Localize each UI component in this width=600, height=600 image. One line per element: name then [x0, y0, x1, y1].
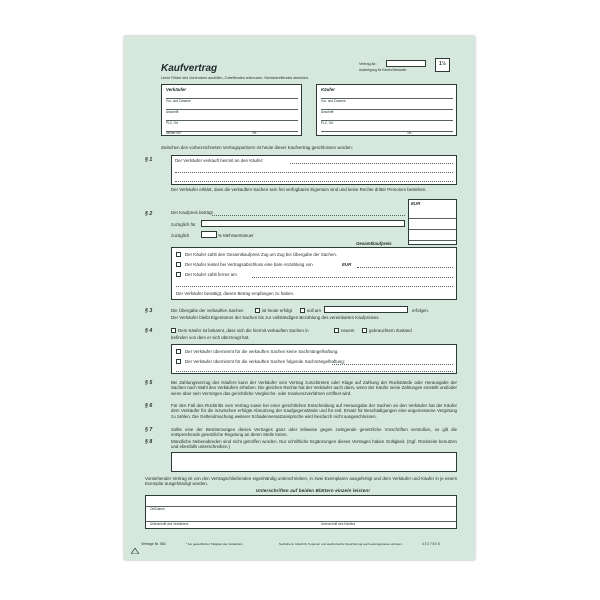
seller-address-label: Anschrift — [166, 110, 179, 114]
s2-price-label: Der Kaufpreis beträgt — [171, 210, 213, 215]
s4-new-checkbox[interactable] — [334, 328, 339, 333]
s3-number: § 3 — [145, 308, 153, 314]
s2-currency: EUR — [411, 201, 421, 206]
signature-line[interactable] — [146, 521, 456, 522]
s2-opt3-text: Der Käufer zahlt ferner am — [185, 272, 237, 277]
s2-payment-box — [171, 247, 457, 300]
seller-address-line[interactable] — [166, 109, 298, 110]
buyer-signature-label: Unterschrift des Käufers — [321, 522, 356, 526]
s1-text: Der Verkäufer verkauft hiermit an den Käufer: — [175, 158, 264, 163]
s1-dotline-1 — [290, 163, 453, 164]
s4-used-checkbox[interactable] — [362, 328, 367, 333]
s2-opt2-checkbox[interactable] — [176, 262, 181, 267]
footer-code: 4 3 0 7 8 0 8 — [422, 542, 440, 546]
buyer-heading: Käufer — [321, 87, 335, 92]
footer-form-no: Vertrage Nr. 584 — [141, 542, 166, 546]
place-date-label: Ort/Datum — [150, 507, 165, 511]
s3-today-checkbox[interactable] — [255, 308, 260, 313]
s5-number: § 5 — [145, 380, 153, 386]
s4-warranty-box — [171, 344, 457, 374]
s4-opt1-text: Der Verkäufer übernimmt für die verkauften Sachen keine Sachmängelhaftung. — [185, 349, 339, 354]
s2-amount-box[interactable] — [408, 199, 457, 245]
s8-number: § 8 — [145, 439, 153, 445]
contract-no-label: Vertrag-Nr.: — [359, 62, 378, 66]
s7-number: § 7 — [145, 427, 153, 433]
contract-no-field[interactable] — [386, 60, 426, 67]
buyer-phone-label: Tel.: — [407, 131, 413, 135]
s4-text-a: Dem Käufer ist bekannt, dass sich die hiermit verkauften Sachen in — [178, 328, 309, 333]
seller-phone-label: Tel.: — [252, 131, 258, 135]
contract-form-sheet — [124, 36, 475, 560]
s2-opt3-dots-2 — [176, 286, 453, 287]
buyer-box — [316, 84, 457, 136]
s1-item-box[interactable] — [171, 155, 457, 185]
s2-opt2-text: Der Käufer leistet bei Vertragsabschluss eine bare Anzahlung von — [185, 262, 313, 267]
instructions: Leere Felder des Vordruckes ausfüllen, Zutreffendes ankreuzen. Nichtzutreffendes streichen. — [161, 76, 309, 80]
s2-receipt-text: Der Verkäufer bestätigt, diesen Betrag empfangen zu haben. — [176, 291, 295, 296]
seller-signature-label: Unterschrift des Verkäufers — [150, 522, 189, 526]
s3-text-a: Die Übergabe der verkauften Sachen — [171, 308, 244, 313]
s4-number: § 4 — [145, 328, 153, 334]
buyer-address-label: Anschrift — [321, 110, 334, 114]
seller-city-line[interactable] — [166, 120, 298, 121]
s3-text-d: erfolgen. — [412, 308, 430, 313]
s3-text-b: ist heute erfolgt — [262, 308, 293, 313]
s3-text-e: Der Verkäufer bleibt Eigentümer der Sachen bis zur vollständigen Bezahlung des vereinbarten Kaufpreises. — [171, 315, 380, 320]
s2-opt2-dots — [357, 267, 453, 268]
seller-name-label: Vor- und Zuname — [166, 99, 191, 103]
s4-opt2-dots-2 — [176, 371, 453, 372]
s6-text: Für den Fall des Rücktritts vom Vertrag sowie bei einer gerichtlichen Entscheidung auf Herausgabe der Sachen an den Verkäufer hat der Käufer dem Verkäufer für die inzwischen erfolgte Abnutzung der Kaufgegenstände und für evtl. Ersatz für Beschädigungen eine angemessene Vergütung zu zahlen. Die Geltendmachung weiterer Schadensersatzansprüche wird hierdurch nicht ausgeschlossen. — [171, 403, 457, 419]
s4-opt2-dots — [332, 364, 453, 365]
s2-plus-for-field[interactable] — [201, 220, 405, 227]
buyer-city-label: PLZ, Ort — [321, 121, 334, 125]
s4-opt1-checkbox[interactable] — [176, 349, 181, 354]
s2-vat-field[interactable] — [201, 231, 217, 238]
s2-amount-line-2 — [409, 229, 456, 230]
s2-vat-label: % Mehrwertsteuer — [218, 233, 254, 238]
s2-opt3-checkbox[interactable] — [176, 272, 181, 277]
closing-text: Vorstehender Vertrag ist von den Vertragschließenden eigenhändig unterschrieben, in zwei Exemplaren ausgefertigt und dem Verkäufer und Käufer in je einem Exemplar ausgehändigt worden. — [145, 476, 457, 487]
s1-note: Der Verkäufer erklärt, dass die verkauften Sachen sein frei verfügbares Eigentum sind und keine Rechte dritter Personen bestehen. — [171, 187, 427, 192]
s4-opt2-checkbox[interactable] — [176, 359, 181, 364]
s2-amount-line-1 — [409, 218, 456, 219]
s1-dotline-3 — [175, 181, 453, 182]
seller-box — [161, 84, 302, 136]
s4-new-label: neuem — [341, 328, 355, 333]
s2-opt1-text: Der Käufer zahlt den Gesamtkaufpreis Zug um Zug bei Übergabe der Sachen. — [185, 252, 338, 257]
s2-total-label: Gesamtkaufpreis — [356, 241, 392, 246]
s1-number: § 1 — [145, 157, 153, 163]
publisher-logo: 1½ — [435, 58, 450, 72]
buyer-name-label: Vor- und Zuname — [321, 99, 346, 103]
footer-note-2: Nachdruck, Abschrift, Kopieren und elektronische Speicherung auch auszugsweise verboten. — [279, 542, 403, 546]
s2-plus: zuzüglich — [171, 233, 190, 238]
s3-date-field[interactable] — [324, 306, 408, 313]
s2-price-dots — [212, 215, 405, 216]
s7-text: Sollte eine der Bestimmungen dieses Vertrages ganz oder teilweise gegen zwingende gesetzliche Vorschriften verstoßen, so gilt die entsprechende gesetzliche Regelung an deren Stelle treten. — [171, 427, 457, 438]
s1-dotline-2 — [175, 172, 453, 173]
s2-opt1-checkbox[interactable] — [176, 252, 181, 257]
s2-amount-line-3 — [409, 240, 456, 241]
s2-number: § 2 — [145, 211, 153, 217]
s8-text: Mündliche Nebenabreden sind nicht getroffen worden. Nur schriftliche Ergänzungen dieses Vertrages haben Gültigkeit. (Ggf. Rückseite benutzen und ebenfalls unterschreiben.) — [171, 439, 457, 450]
s2-opt2-currency: EUR — [342, 262, 352, 267]
s5-text: Bei Zahlungsverzug des Käufers kann der Verkäufer vom Vertrag zurücktreten oder Klage auf Zahlung der Rückstände oder Herausgabe der Sachen nach Wahl des Verkäufers erheben. Die gleichen Rechte hat der Verkäufer auch dann, wenn der Käufer seine Zahlungen einstellt und/oder wenn über sein Vermögen das gerichtliche Vergleichs- oder Insolvenzverfahren eröffnet wird. — [171, 380, 457, 396]
s4-opt2-text: Der Verkäufer übernimmt für die verkauften Sachen folgende Sachmängelhaftung: — [185, 359, 345, 364]
seller-city-label: PLZ, Ort — [166, 121, 179, 125]
s6-number: § 6 — [145, 403, 153, 409]
buyer-phone-line[interactable] — [321, 131, 453, 132]
signature-box — [145, 495, 457, 529]
s2-opt3-dots — [252, 277, 453, 278]
s2-plus-for: zuzüglich für — [171, 222, 196, 227]
buyer-city-line[interactable] — [321, 120, 453, 121]
publisher-footer-icon — [131, 541, 139, 547]
s3-text-c: soll am — [307, 308, 321, 313]
footer-note-1: * bei gewerblicher Tätigkeit des Verkäufers — [186, 542, 243, 546]
buyer-address-line[interactable] — [321, 109, 453, 110]
signature-heading: Unterschriften auf beiden Blättern einzeln leisten! — [256, 488, 370, 493]
seller-heading: Verkäufer — [166, 87, 187, 92]
seller-id-label: Steuer-Nr.* — [166, 131, 182, 135]
copy-label: Ausfertigung für Käufer/Verkäufer — [359, 68, 407, 72]
s3-scheduled-checkbox[interactable] — [300, 308, 305, 313]
place-date-line[interactable] — [146, 506, 456, 507]
s8-additions-box[interactable] — [171, 452, 457, 472]
s4-used-label: gebrauchtem Zustand — [369, 328, 412, 333]
s4-ack-checkbox[interactable] — [171, 328, 176, 333]
seller-id-line[interactable] — [166, 131, 298, 132]
intro-text: Zwischen den vorbezeichneten Vertragspartnern ist heute dieser Kaufvertrag geschlossen worden: — [161, 145, 353, 150]
s4-text-b: befinden von dem er sich überzeugt hat. — [171, 335, 250, 340]
form-title: Kaufvertrag — [161, 63, 218, 74]
